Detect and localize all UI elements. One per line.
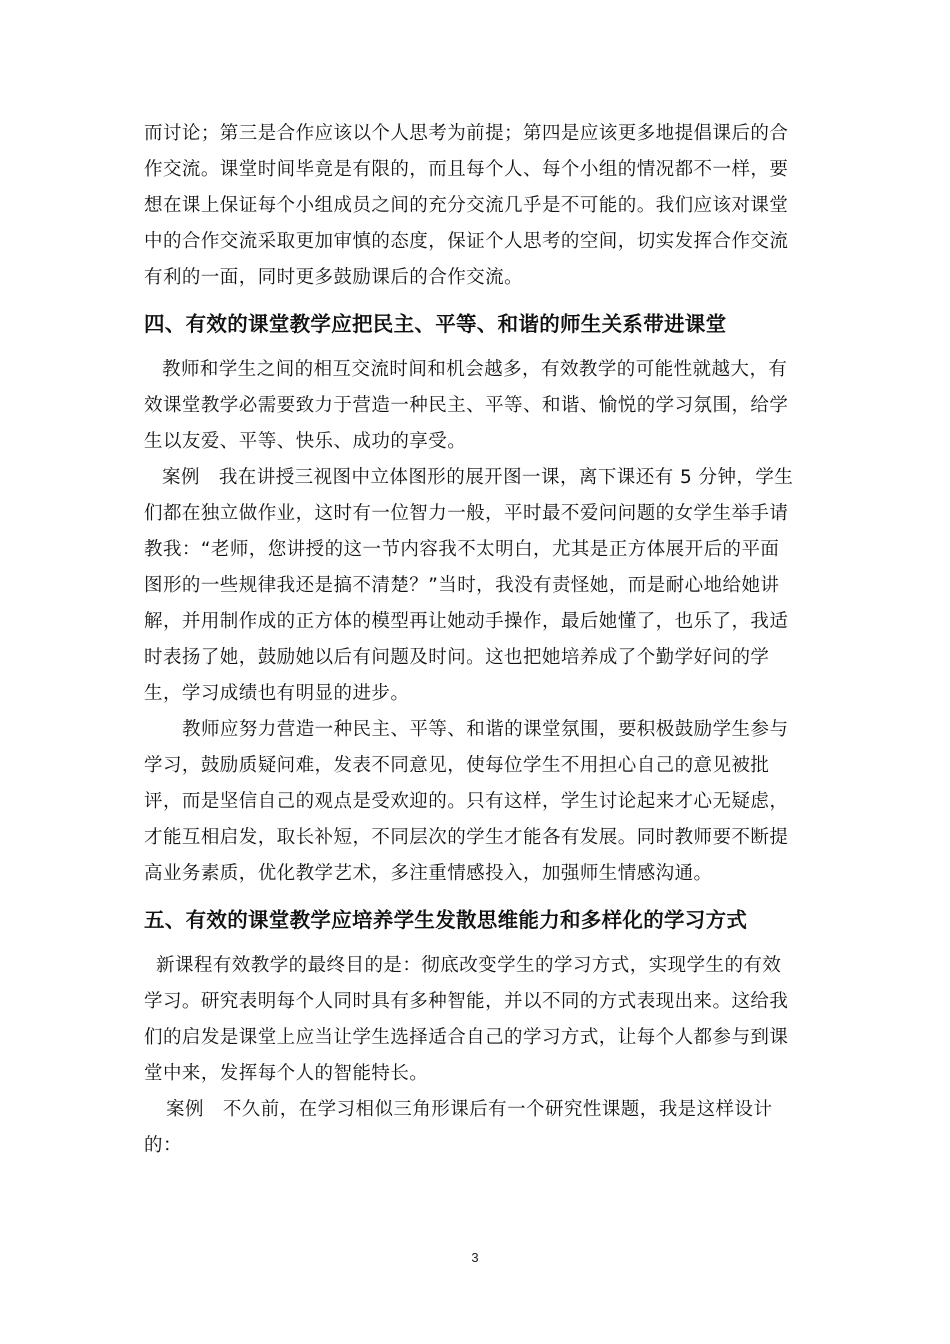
text-line: 案例 不久前，在学习相似三角形课后有一个研究性课题，我是这样设计 <box>166 1099 773 1120</box>
paragraph-atmosphere <box>144 712 812 892</box>
text-line: 案例 我在讲授三视图中立体图形的展开图一课，离下课还有 5 分钟，学生 <box>162 467 794 488</box>
text-line: 而讨论；第三是合作应该以个人思考为前提；第四是应该更多地提倡课后的合 <box>144 123 789 144</box>
text-line: 想在课上保证每个小组成员之间的充分交流几乎是不可能的。我们应该对课堂 <box>144 195 789 216</box>
text-line: 中的合作交流采取更加审慎的态度，保证个人思考的空间，切实发挥合作交流 <box>144 231 789 252</box>
paragraph-case-1 <box>144 460 812 712</box>
text-line: 有利的一面，同时更多鼓励课后的合作交流。 <box>144 267 524 288</box>
text-line: 教我：“老师，您讲授的这一节内容我不太明白，尤其是正方体展开后的平面 <box>144 539 780 560</box>
text-line: 才能互相启发，取长补短，不同层次的学生才能各有发展。同时教师要不断提 <box>144 827 789 848</box>
text-line: 效课堂教学必需要致力于营造一种民主、平等、和谐、愉悦的学习氛围，给学 <box>144 395 789 416</box>
paragraph-case-2 <box>144 1092 812 1164</box>
text-line: 时表扬了她，鼓励她以后有问题及时问。这也把她培养成了个勤学好问的学 <box>144 647 770 668</box>
text-line: 学习，鼓励质疑问难，发表不同意见，使每位学生不用担心自己的意见被批 <box>144 755 770 776</box>
text-line: 解，并用制作成的正方体的模型再让她动手操作，最后她懂了，也乐了，我适 <box>144 611 789 632</box>
paragraph-learning-style <box>144 948 812 1092</box>
text-line: 学习。研究表明每个人同时具有多种智能，并以不同的方式表现出来。这给我 <box>144 991 789 1012</box>
text-line: 们的启发是课堂上应当让学生选择适合自己的学习方式，让每个人都参与到课 <box>144 1027 789 1048</box>
text-line: 教师应努力营造一种民主、平等、和谐的课堂氛围，要积极鼓励学生参与 <box>182 719 789 740</box>
paragraph-cooperation <box>144 116 812 296</box>
text-line: 堂中来，发挥每个人的智能特长。 <box>144 1063 429 1084</box>
text-line: 高业务素质，优化教学艺术，多注重情感投入，加强师生情感沟通。 <box>144 863 713 884</box>
paragraph-interaction <box>144 352 812 460</box>
page-number: 3 <box>471 1250 479 1265</box>
section-heading-4: 四、有效的课堂教学应把民主、平等、和谐的师生关系带进课堂 <box>144 312 727 336</box>
document-body <box>144 116 812 1164</box>
text-line: 生，学习成绩也有明显的进步。 <box>144 683 410 704</box>
text-line: 新课程有效教学的最终目的是：彻底改变学生的学习方式，实现学生的有效 <box>156 955 782 976</box>
text-line: 的： <box>144 1135 182 1156</box>
text-line: 教师和学生之间的相互交流时间和机会越多，有效教学的可能性就越大，有 <box>162 359 788 380</box>
text-line: 生以友爱、平等、快乐、成功的享受。 <box>144 431 467 452</box>
section-heading-5: 五、有效的课堂教学应培养学生发散思维能力和多样化的学习方式 <box>144 908 748 932</box>
text-line: 评，而是坚信自己的观点是受欢迎的。只有这样，学生讨论起来才心无疑虑， <box>144 791 789 812</box>
text-line: 们都在独立做作业，这时有一位智力一般，平时最不爱问问题的女学生举手请 <box>144 503 789 524</box>
text-line: 作交流。课堂时间毕竟是有限的，而且每个人、每个小组的情况都不一样，要 <box>144 159 789 180</box>
text-line: 图形的一些规律我还是搞不清楚？”当时，我没有责怪她，而是耐心地给她讲 <box>144 575 780 596</box>
